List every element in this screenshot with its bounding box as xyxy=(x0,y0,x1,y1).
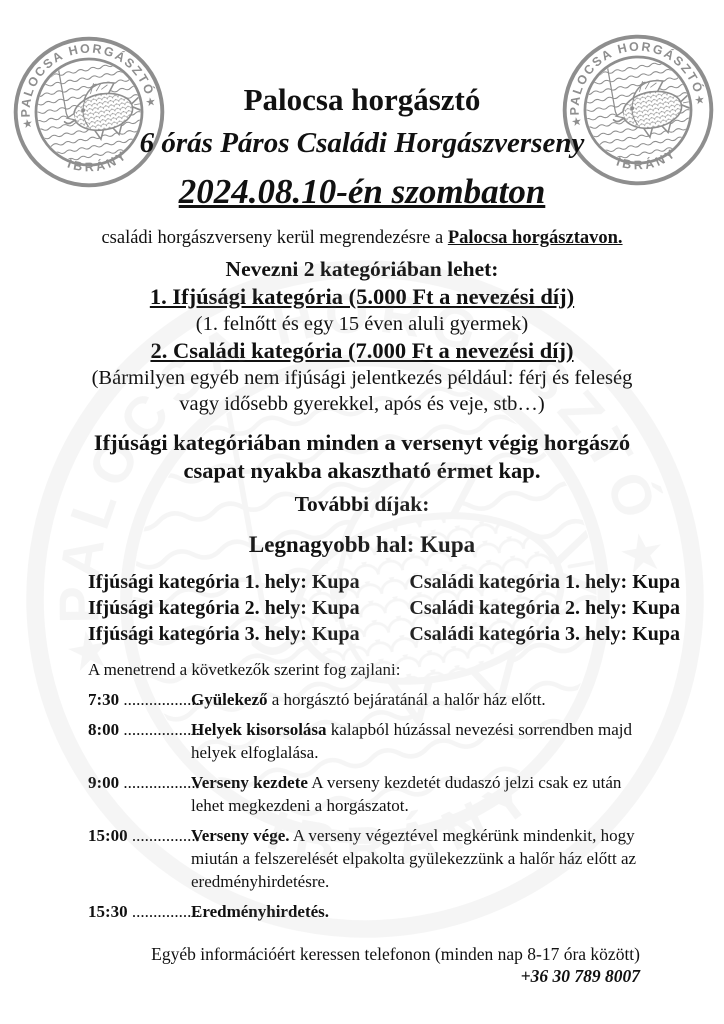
medal-line1: Ifjúsági kategóriában minden a versenyt végig horgászó xyxy=(93,430,631,455)
schedule-description: Gyülekező a horgásztó bejáratánál a halőr ház előtt. xyxy=(191,690,546,709)
categories-heading: Nevezni 2 kategóriában lehet: xyxy=(225,257,499,281)
prize-item: Ifjúsági kategória 3. hely: Kupa xyxy=(88,623,360,645)
schedule-section xyxy=(88,659,642,923)
prize-item: Ifjúsági kategória 1. hely: Kupa xyxy=(88,571,360,593)
dot-leader: .................. xyxy=(119,720,200,739)
schedule-time: 7:30 .................. xyxy=(88,690,200,709)
prize-item: Ifjúsági kategória 2. hely: Kupa xyxy=(88,597,360,619)
intro-text: családi horgászverseny kerül megrendezésre a xyxy=(101,228,448,248)
biggest-fish-prize: Legnagyobb hal: Kupa xyxy=(248,532,476,557)
event-subtitle: 6 órás Páros Családi Horgászverseny xyxy=(139,127,585,159)
category-2-title: 2. Családi kategória (7.000 Ft a nevezési díj) xyxy=(150,338,574,363)
category-1-note: (1. felnőtt és egy 15 éven aluli gyermek) xyxy=(195,313,529,335)
prize-column-family xyxy=(409,569,680,647)
prize-item: Családi kategória 1. hely: Kupa xyxy=(409,571,680,593)
schedule-time: 15:00 ................ xyxy=(88,826,200,845)
dot-leader: ................ xyxy=(127,826,200,845)
schedule-time: 9:00 .................. xyxy=(88,773,200,792)
header xyxy=(0,0,724,214)
prizes-heading: További díjak: xyxy=(294,492,430,516)
prize-item: Családi kategória 2. hely: Kupa xyxy=(409,597,680,619)
schedule-row xyxy=(88,824,642,893)
medal-line2: csapat nyakba akasztható érmet kap. xyxy=(183,458,541,483)
phone-number: +36 30 789 8007 xyxy=(520,966,640,986)
category-2-note-line2: vagy idősebb gyerekkel, após és veje, stb…) xyxy=(179,393,545,415)
schedule-description: Verseny vége. A verseny végeztével megkérünk mindenkit, hogy miután a felszerelését elpakolta gyülekezzünk a halőr ház előtt az eredményhirdetésre. xyxy=(191,826,637,891)
prize-columns xyxy=(88,569,680,647)
intro-location-emphasis: Palocsa horgásztavon. xyxy=(447,228,623,248)
categories-section xyxy=(0,256,724,559)
schedule-row xyxy=(88,718,642,764)
dot-leader: .................. xyxy=(119,690,200,709)
schedule-row xyxy=(88,900,642,923)
dot-leader: .................. xyxy=(119,773,200,792)
prize-column-youth xyxy=(88,569,360,647)
dot-leader: ................ xyxy=(127,902,200,921)
category-1-title: 1. Ifjúsági kategória (5.000 Ft a nevezési díj) xyxy=(149,284,575,309)
schedule-time: 8:00 .................. xyxy=(88,720,200,739)
schedule-description: Eredményhirdetés. xyxy=(191,902,330,921)
page-title: Palocsa horgásztó xyxy=(243,82,481,117)
schedule-row xyxy=(88,688,642,711)
schedule-description: Verseny kezdete A verseny kezdetét dudaszó jelzi csak ez után lehet megkezdeni a horgászatot. xyxy=(191,773,622,815)
medal-statement xyxy=(0,429,724,485)
schedule-row xyxy=(88,771,642,817)
intro-line xyxy=(0,226,724,250)
category-2-note-line1: (Bármilyen egyéb nem ifjúsági jelentkezés például: férj és feleség xyxy=(91,367,633,389)
event-date: 2024.08.10-én szombaton xyxy=(178,172,546,211)
contact-info-line: Egyéb információért keressen telefonon (minden nap 8-17 óra között) xyxy=(151,944,640,964)
prize-item: Családi kategória 3. hely: Kupa xyxy=(409,623,680,645)
schedule-intro: A menetrend a következők szerint fog zajlani: xyxy=(88,660,401,679)
contact-footer xyxy=(151,944,640,987)
schedule-time: 15:30 ................ xyxy=(88,902,200,921)
schedule-description: Helyek kisorsolása kalapból húzással nevezési sorrendben majd helyek elfoglalása. xyxy=(191,720,632,762)
